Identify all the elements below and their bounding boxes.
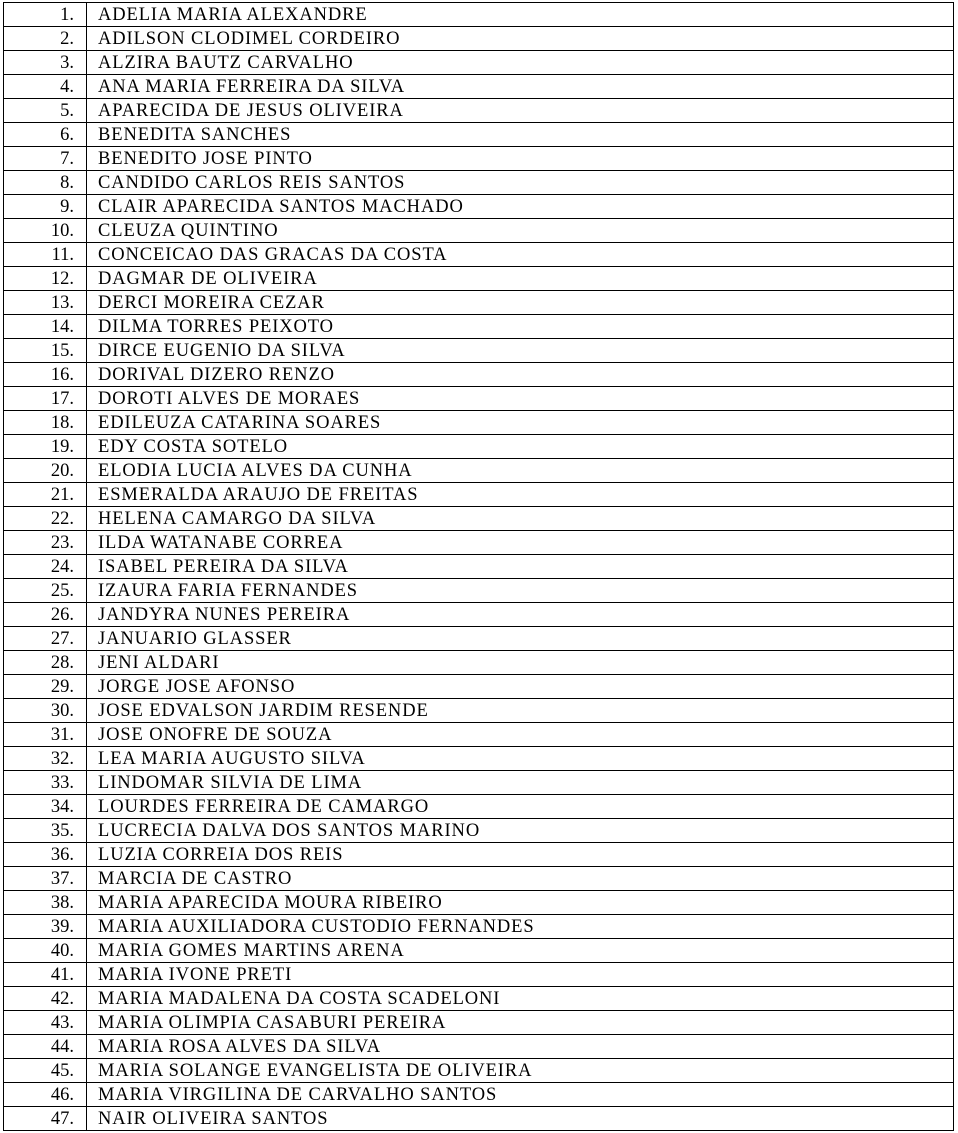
row-number: 46. bbox=[4, 1083, 87, 1107]
person-name: MARIA GOMES MARTINS ARENA bbox=[87, 939, 954, 963]
table-row bbox=[4, 243, 954, 267]
row-number: 4. bbox=[4, 75, 87, 99]
person-name: JOSE ONOFRE DE SOUZA bbox=[87, 723, 954, 747]
table-row bbox=[4, 1107, 954, 1131]
row-number: 3. bbox=[4, 51, 87, 75]
table-row bbox=[4, 75, 954, 99]
row-number: 8. bbox=[4, 171, 87, 195]
row-number: 39. bbox=[4, 915, 87, 939]
person-name: JOSE EDVALSON JARDIM RESENDE bbox=[87, 699, 954, 723]
table-row bbox=[4, 483, 954, 507]
table-row bbox=[4, 987, 954, 1011]
table-row bbox=[4, 195, 954, 219]
person-name: MARIA IVONE PRETI bbox=[87, 963, 954, 987]
row-number: 18. bbox=[4, 411, 87, 435]
person-name: ESMERALDA ARAUJO DE FREITAS bbox=[87, 483, 954, 507]
table-row bbox=[4, 603, 954, 627]
row-number: 28. bbox=[4, 651, 87, 675]
person-name: CONCEICAO DAS GRACAS DA COSTA bbox=[87, 243, 954, 267]
table-row bbox=[4, 843, 954, 867]
row-number: 36. bbox=[4, 843, 87, 867]
table-row bbox=[4, 291, 954, 315]
row-number: 6. bbox=[4, 123, 87, 147]
person-name: DAGMAR DE OLIVEIRA bbox=[87, 267, 954, 291]
row-number: 16. bbox=[4, 363, 87, 387]
person-name: MARCIA DE CASTRO bbox=[87, 867, 954, 891]
name-list-table bbox=[3, 2, 954, 1131]
table-row bbox=[4, 795, 954, 819]
table-row bbox=[4, 267, 954, 291]
person-name: MARIA ROSA ALVES DA SILVA bbox=[87, 1035, 954, 1059]
table-row bbox=[4, 891, 954, 915]
person-name: ALZIRA BAUTZ CARVALHO bbox=[87, 51, 954, 75]
row-number: 11. bbox=[4, 243, 87, 267]
person-name: ELODIA LUCIA ALVES DA CUNHA bbox=[87, 459, 954, 483]
person-name: CLAIR APARECIDA SANTOS MACHADO bbox=[87, 195, 954, 219]
row-number: 41. bbox=[4, 963, 87, 987]
table-row bbox=[4, 747, 954, 771]
table-row bbox=[4, 939, 954, 963]
row-number: 45. bbox=[4, 1059, 87, 1083]
table-row bbox=[4, 867, 954, 891]
row-number: 27. bbox=[4, 627, 87, 651]
person-name: APARECIDA DE JESUS OLIVEIRA bbox=[87, 99, 954, 123]
row-number: 37. bbox=[4, 867, 87, 891]
table-row bbox=[4, 627, 954, 651]
row-number: 30. bbox=[4, 699, 87, 723]
table-row bbox=[4, 339, 954, 363]
row-number: 1. bbox=[4, 3, 87, 27]
row-number: 44. bbox=[4, 1035, 87, 1059]
person-name: DOROTI ALVES DE MORAES bbox=[87, 387, 954, 411]
person-name: EDY COSTA SOTELO bbox=[87, 435, 954, 459]
table-row bbox=[4, 675, 954, 699]
person-name: JORGE JOSE AFONSO bbox=[87, 675, 954, 699]
table-row bbox=[4, 915, 954, 939]
table-row bbox=[4, 387, 954, 411]
person-name: DORIVAL DIZERO RENZO bbox=[87, 363, 954, 387]
person-name: MARIA OLIMPIA CASABURI PEREIRA bbox=[87, 1011, 954, 1035]
person-name: LINDOMAR SILVIA DE LIMA bbox=[87, 771, 954, 795]
table-row bbox=[4, 771, 954, 795]
row-number: 22. bbox=[4, 507, 87, 531]
table-row bbox=[4, 1059, 954, 1083]
person-name: ANA MARIA FERREIRA DA SILVA bbox=[87, 75, 954, 99]
person-name: MARIA VIRGILINA DE CARVALHO SANTOS bbox=[87, 1083, 954, 1107]
table-row bbox=[4, 147, 954, 171]
person-name: BENEDITA SANCHES bbox=[87, 123, 954, 147]
table-row bbox=[4, 579, 954, 603]
table-row bbox=[4, 27, 954, 51]
row-number: 31. bbox=[4, 723, 87, 747]
person-name: DILMA TORRES PEIXOTO bbox=[87, 315, 954, 339]
table-row bbox=[4, 123, 954, 147]
table-row bbox=[4, 1035, 954, 1059]
table-row bbox=[4, 963, 954, 987]
person-name: LUZIA CORREIA DOS REIS bbox=[87, 843, 954, 867]
table-row bbox=[4, 363, 954, 387]
person-name: DERCI MOREIRA CEZAR bbox=[87, 291, 954, 315]
table-row bbox=[4, 3, 954, 27]
table-row bbox=[4, 51, 954, 75]
table-row bbox=[4, 219, 954, 243]
table-row bbox=[4, 723, 954, 747]
table-row bbox=[4, 171, 954, 195]
person-name: NAIR OLIVEIRA SANTOS bbox=[87, 1107, 954, 1131]
row-number: 19. bbox=[4, 435, 87, 459]
person-name: MARIA MADALENA DA COSTA SCADELONI bbox=[87, 987, 954, 1011]
row-number: 21. bbox=[4, 483, 87, 507]
person-name: DIRCE EUGENIO DA SILVA bbox=[87, 339, 954, 363]
person-name: EDILEUZA CATARINA SOARES bbox=[87, 411, 954, 435]
table-row bbox=[4, 99, 954, 123]
row-number: 20. bbox=[4, 459, 87, 483]
row-number: 17. bbox=[4, 387, 87, 411]
table-row bbox=[4, 411, 954, 435]
row-number: 40. bbox=[4, 939, 87, 963]
person-name: JANDYRA NUNES PEREIRA bbox=[87, 603, 954, 627]
table-row bbox=[4, 699, 954, 723]
row-number: 42. bbox=[4, 987, 87, 1011]
person-name: BENEDITO JOSE PINTO bbox=[87, 147, 954, 171]
row-number: 24. bbox=[4, 555, 87, 579]
person-name: ILDA WATANABE CORREA bbox=[87, 531, 954, 555]
person-name: ISABEL PEREIRA DA SILVA bbox=[87, 555, 954, 579]
row-number: 7. bbox=[4, 147, 87, 171]
person-name: JENI ALDARI bbox=[87, 651, 954, 675]
person-name: LOURDES FERREIRA DE CAMARGO bbox=[87, 795, 954, 819]
person-name: MARIA APARECIDA MOURA RIBEIRO bbox=[87, 891, 954, 915]
table-row bbox=[4, 507, 954, 531]
row-number: 13. bbox=[4, 291, 87, 315]
person-name: HELENA CAMARGO DA SILVA bbox=[87, 507, 954, 531]
person-name: LUCRECIA DALVA DOS SANTOS MARINO bbox=[87, 819, 954, 843]
person-name: CLEUZA QUINTINO bbox=[87, 219, 954, 243]
person-name: LEA MARIA AUGUSTO SILVA bbox=[87, 747, 954, 771]
person-name: CANDIDO CARLOS REIS SANTOS bbox=[87, 171, 954, 195]
row-number: 43. bbox=[4, 1011, 87, 1035]
table-row bbox=[4, 651, 954, 675]
row-number: 25. bbox=[4, 579, 87, 603]
row-number: 35. bbox=[4, 819, 87, 843]
row-number: 47. bbox=[4, 1107, 87, 1131]
table-row bbox=[4, 435, 954, 459]
table-row bbox=[4, 531, 954, 555]
person-name: ADILSON CLODIMEL CORDEIRO bbox=[87, 27, 954, 51]
row-number: 29. bbox=[4, 675, 87, 699]
row-number: 26. bbox=[4, 603, 87, 627]
table-row bbox=[4, 315, 954, 339]
row-number: 15. bbox=[4, 339, 87, 363]
row-number: 9. bbox=[4, 195, 87, 219]
person-name: ADELIA MARIA ALEXANDRE bbox=[87, 3, 954, 27]
person-name: MARIA AUXILIADORA CUSTODIO FERNANDES bbox=[87, 915, 954, 939]
row-number: 32. bbox=[4, 747, 87, 771]
row-number: 5. bbox=[4, 99, 87, 123]
person-name: JANUARIO GLASSER bbox=[87, 627, 954, 651]
name-list-body bbox=[4, 3, 954, 1131]
row-number: 33. bbox=[4, 771, 87, 795]
row-number: 12. bbox=[4, 267, 87, 291]
row-number: 14. bbox=[4, 315, 87, 339]
table-row bbox=[4, 1011, 954, 1035]
row-number: 38. bbox=[4, 891, 87, 915]
row-number: 23. bbox=[4, 531, 87, 555]
row-number: 34. bbox=[4, 795, 87, 819]
person-name: MARIA SOLANGE EVANGELISTA DE OLIVEIRA bbox=[87, 1059, 954, 1083]
table-row bbox=[4, 555, 954, 579]
row-number: 10. bbox=[4, 219, 87, 243]
table-row bbox=[4, 459, 954, 483]
table-row bbox=[4, 1083, 954, 1107]
row-number: 2. bbox=[4, 27, 87, 51]
person-name: IZAURA FARIA FERNANDES bbox=[87, 579, 954, 603]
table-row bbox=[4, 819, 954, 843]
